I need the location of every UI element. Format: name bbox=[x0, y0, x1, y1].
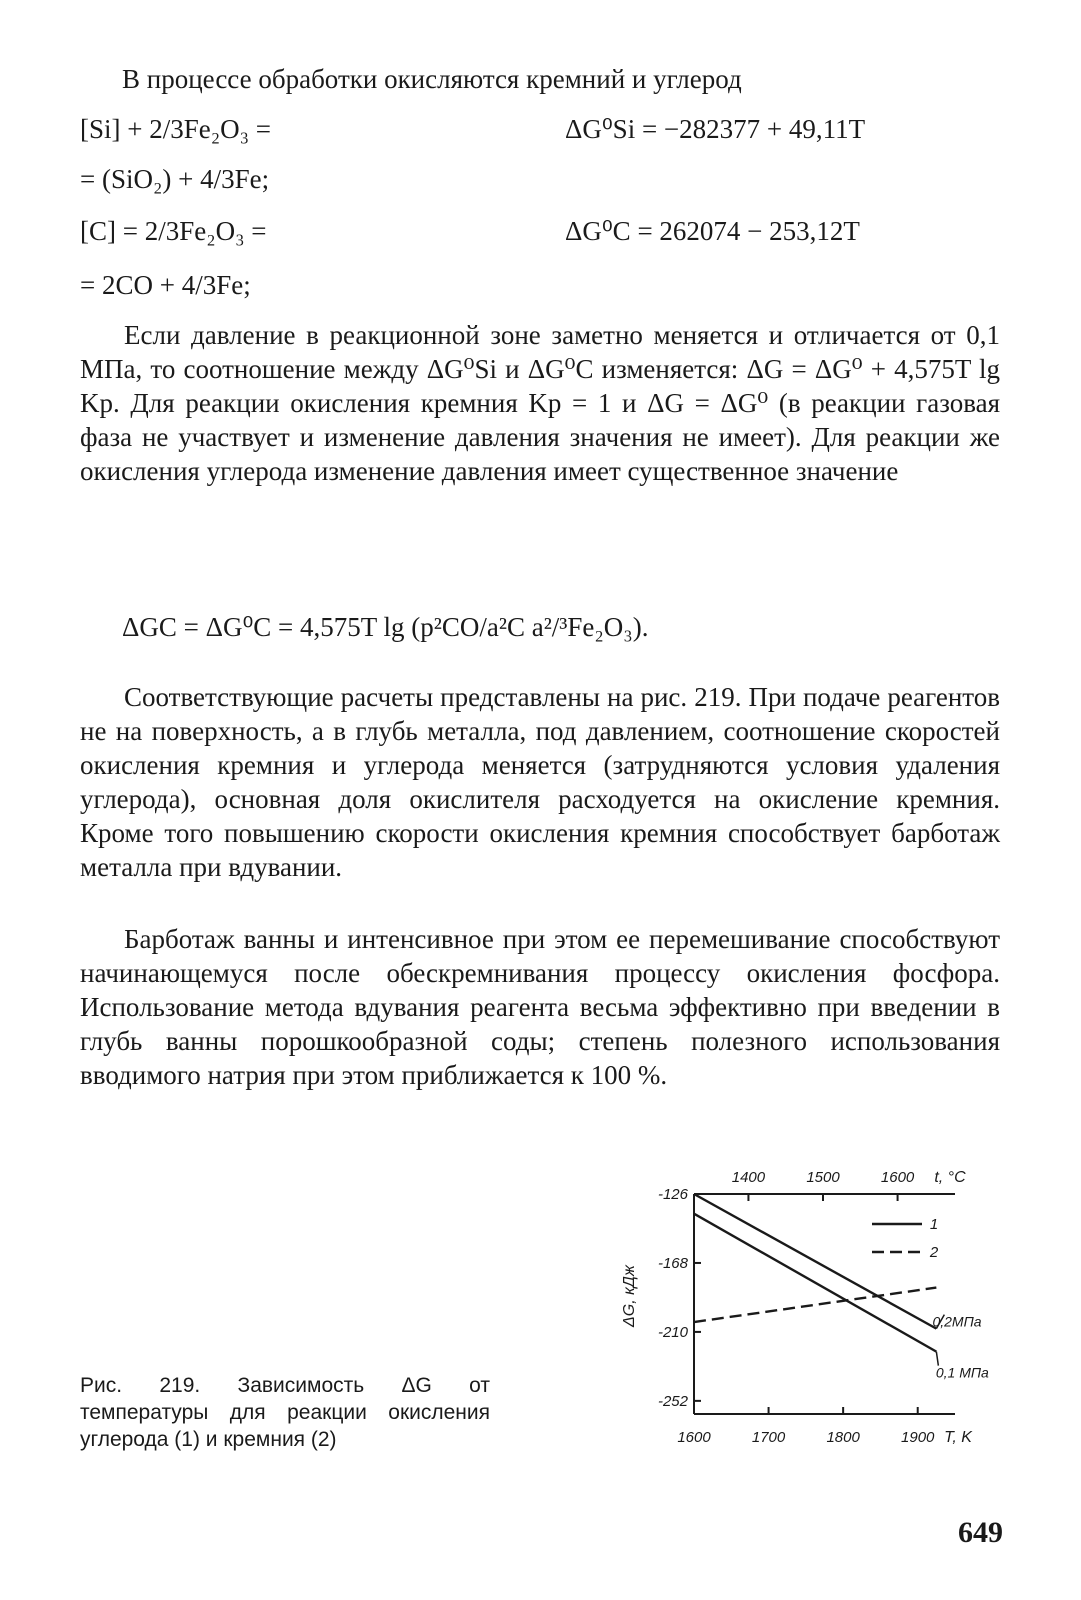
x-tick-label: 1800 bbox=[826, 1429, 860, 1446]
y-tick-label: -252 bbox=[657, 1392, 688, 1410]
series-line-3 bbox=[694, 1288, 936, 1322]
delta-g-chart bbox=[610, 1162, 990, 1452]
x2-axis-label: t, °C bbox=[934, 1169, 966, 1186]
x-tick-label: 1700 bbox=[751, 1429, 786, 1446]
legend-label-2: 2 bbox=[929, 1244, 939, 1261]
x2-tick-label: 1500 bbox=[806, 1169, 840, 1186]
x2-tick-label: 1600 bbox=[880, 1169, 915, 1186]
x-tick-label: 1600 bbox=[677, 1429, 711, 1446]
equation-si-left-2: = (SiO₂) + 4/3Fe; bbox=[80, 164, 270, 194]
paragraph-3: Барботаж ванны и интенсивное при этом ее перемешивание способствуют начинающемуся после обескремнивания процессу окисления фосфора. Использование метода вдувания реагента весьма эффективно при введении в глубь ванны порошкообразной соды; степень полезного использования вводимого натрия при этом приближается к 100 %. bbox=[80, 924, 1000, 1090]
legend-label-1: 1 bbox=[929, 1216, 939, 1233]
intro-line: В процессе обработки окисляются кремний и углерод bbox=[122, 64, 742, 94]
equation-si-left-1: [Si] + 2/3Fe₂O₃ = bbox=[80, 114, 272, 144]
paragraph-1: Если давление в реакционной зоне заметно меняется и отличается от 0,1 МПа, то соотношение между ΔG⁰Si и ΔG⁰C изменяется: ΔG = ΔG⁰ + 4,575T lg Kp. Для реакции окисления кремния Kp = 1 и ΔG = ΔG⁰ (в реакции газовая фаза не участвует и изменение давления значения не имеет). Для реакции же окисления углерода изменение давления имеет существенное значение bbox=[80, 320, 1000, 486]
series-line-1 bbox=[694, 1214, 939, 1352]
y-tick-label: -168 bbox=[657, 1254, 688, 1272]
figure-caption: Рис. 219. Зависимость ΔG от температуры для реакции окисления углерода (1) и кремния (2) bbox=[80, 1374, 490, 1451]
annotation-0-2mpa: 0,2МПа bbox=[932, 1313, 982, 1330]
equation-c-left-2: = 2CO + 4/3Fe; bbox=[80, 270, 251, 300]
y-tick-label: -210 bbox=[657, 1323, 688, 1341]
y-tick-label: -126 bbox=[657, 1186, 688, 1203]
page-number: 649 bbox=[958, 1516, 1003, 1549]
y-axis-label: ΔG, кДж bbox=[621, 1265, 638, 1327]
annotation-0-1mpa: 0,1 МПа bbox=[935, 1364, 989, 1381]
equation-c-left-1: [C] = 2/3Fe₂O₃ = bbox=[80, 216, 267, 246]
paragraph-2: Соответствующие расчеты представлены на рис. 219. При подаче реагентов не на поверхность, а в глубь металла, под давлением, соотношение скоростей окисления кремния и углерода меняется (затрудняются условия удаления углерода), основная доля окислителя расходуется на окисление кремния. Кроме того повышению скорости окисления кремния способствует барботаж металла при вдувании. bbox=[80, 682, 1000, 882]
equation-main: ΔGC = ΔG⁰C = 4,575T lg (p²CO/a²C a²/³Fe₂O₃). bbox=[122, 612, 649, 642]
x2-tick-label: 1400 bbox=[731, 1169, 766, 1186]
annotation-leader-2 bbox=[936, 1352, 938, 1366]
equation-c-right: ΔG⁰C = 262074 − 253,12T bbox=[565, 216, 860, 246]
equation-si-right: ΔG⁰Si = −282377 + 49,11T bbox=[565, 114, 866, 144]
x-axis-label: T, K bbox=[944, 1429, 972, 1446]
x-tick-label: 1900 bbox=[901, 1429, 935, 1446]
series-line-2 bbox=[694, 1194, 939, 1329]
